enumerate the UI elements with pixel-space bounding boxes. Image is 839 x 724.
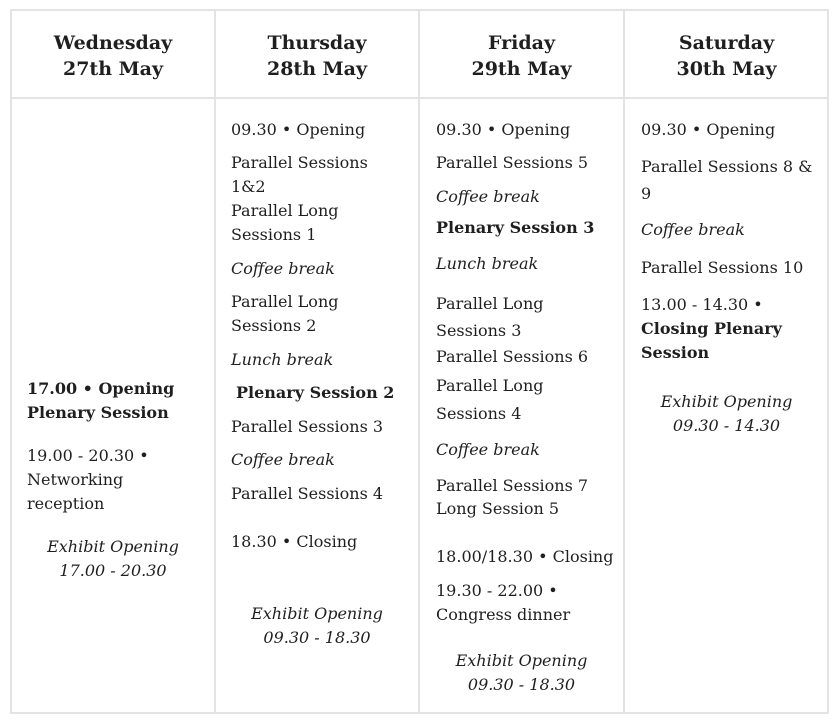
opening: 09.30 • Opening [436,120,571,139]
session-line: 9 [641,184,652,203]
exhibit-opening [12,535,214,583]
exhibit-line: Exhibit Opening [47,537,179,556]
session-line: Parallel Sessions 8 & [641,157,813,176]
coffee-break: Coffee break [231,259,335,278]
header-date: 30th May [676,58,777,80]
exhibit-line: Exhibit Opening [455,651,588,670]
parallel-sessions-7: Parallel Sessions 7 [436,476,589,495]
closing: 18.00/18.30 • Closing [436,547,614,566]
session-line: Parallel Long [231,292,339,311]
exhibit-line: 09.30 - 18.30 [263,628,371,647]
closing-plenary-session [641,317,782,365]
session-line: Sessions 4 [436,404,522,423]
parallel-long-sessions-4 [436,372,543,428]
lunch-break: Lunch break [436,254,539,273]
session-line: Parallel Sessions [231,153,368,172]
exhibit-opening [625,390,828,438]
session-line: Sessions 1 [231,225,317,244]
header-date: 29th May [471,58,572,80]
closing-time: 13.00 - 14.30 • [641,295,763,314]
header-day: Thursday [267,32,367,54]
header-date: 27th May [62,58,164,80]
lunch-break: Lunch break [231,350,334,369]
header-divider [10,97,829,99]
plenary-session-3: Plenary Session 3 [436,218,595,237]
coffee-break: Coffee break [641,220,745,239]
parallel-sessions-1-2 [231,151,368,199]
parallel-sessions-10: Parallel Sessions 10 [641,258,804,277]
header-friday [420,30,623,82]
opening: 09.30 • Opening [231,120,366,139]
exhibit-opening [216,602,418,650]
coffee-break: Coffee break [231,450,335,469]
opening: 09.30 • Opening [641,120,776,139]
parallel-long-sessions-2 [231,290,338,338]
session-line: Parallel Long [436,376,544,395]
header-date: 28th May [266,58,368,80]
parallel-sessions-8-9 [641,153,812,207]
parallel-long-sessions-1 [231,199,338,247]
session-line: Sessions 2 [231,316,317,335]
column-divider [418,9,420,714]
networking-reception [27,444,149,516]
header-thursday [216,30,418,82]
header-saturday [625,30,828,82]
networking-line: reception [27,494,105,513]
networking-line: Networking [27,470,124,489]
parallel-sessions-6: Parallel Sessions 6 [436,347,589,366]
coffee-break: Coffee break [436,440,540,459]
parallel-sessions-4: Parallel Sessions 4 [231,484,384,503]
column-divider [623,9,625,714]
opening-plenary-line: Plenary Session [27,403,169,422]
exhibit-line: 09.30 - 18.30 [467,675,576,694]
networking-line: 19.00 - 20.30 • [27,446,149,465]
exhibit-line: Exhibit Opening [660,392,793,411]
parallel-sessions-3: Parallel Sessions 3 [231,417,384,436]
parallel-sessions-5: Parallel Sessions 5 [436,153,589,172]
header-day: Friday [487,32,556,54]
exhibit-line: 17.00 - 20.30 [59,561,167,580]
session-line: 1&2 [231,177,266,196]
exhibit-line: 09.30 - 14.30 [672,416,781,435]
header-day: Saturday [678,32,775,54]
parallel-long-sessions-3 [436,290,543,344]
coffee-break: Coffee break [436,187,540,206]
header-wednesday [12,30,214,82]
header-day: Wednesday [53,32,173,54]
opening-plenary [27,377,174,425]
closing-line: Session [641,343,710,362]
long-session-5: Long Session 5 [436,499,560,518]
opening-plenary-line: 17.00 • Opening [27,379,175,398]
session-line: Parallel Long [231,201,339,220]
exhibit-opening [420,649,623,697]
closing-line: Closing Plenary [641,319,782,338]
congress-dinner [436,579,570,627]
session-line: Sessions 3 [436,321,522,340]
exhibit-line: Exhibit Opening [251,604,383,623]
plenary-session-2: Plenary Session 2 [236,383,395,402]
closing: 18.30 • Closing [231,532,358,551]
dinner-line: Congress dinner [436,605,571,624]
session-line: Parallel Long [436,294,544,313]
dinner-line: 19.30 - 22.00 • [436,581,558,600]
